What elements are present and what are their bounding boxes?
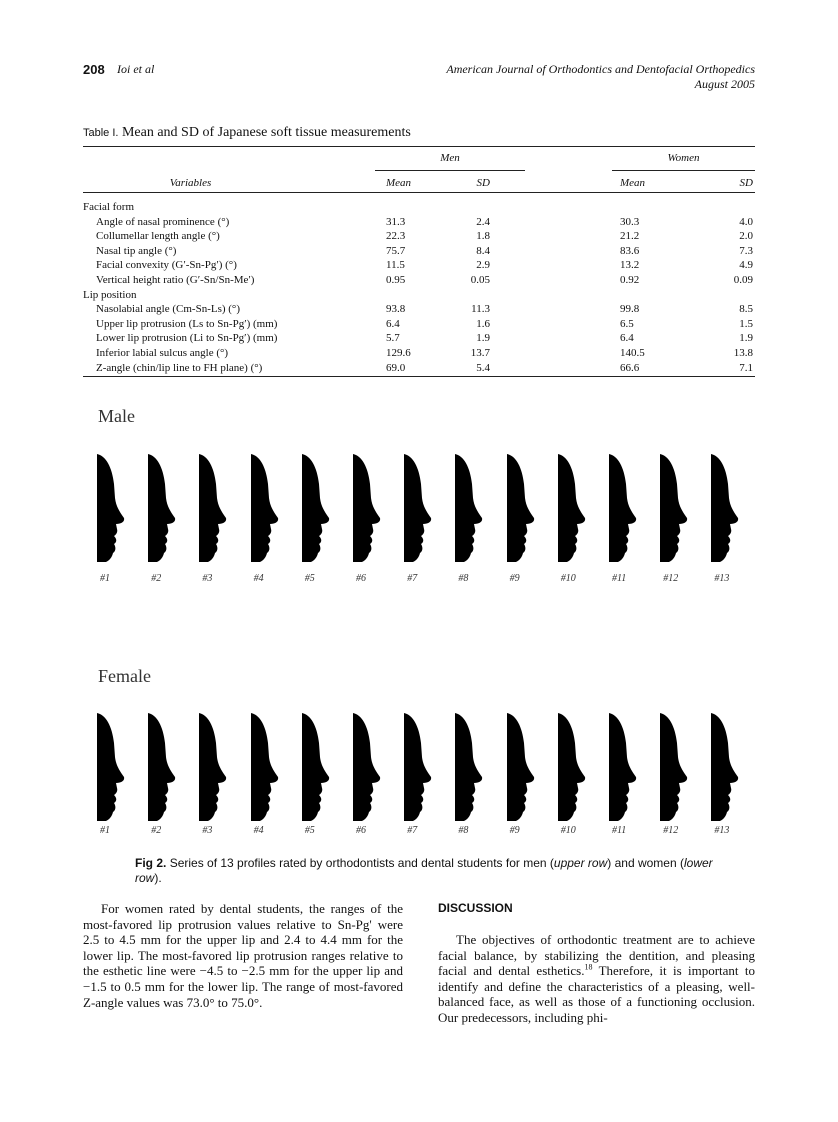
row-label: Angle of nasal prominence (°) — [96, 215, 230, 228]
men-mean-cell: 75.7 — [386, 244, 406, 257]
female-profile-label: #6 — [356, 825, 366, 836]
women-sd-cell: 7.1 — [739, 361, 753, 374]
male-profile-label: #13 — [714, 573, 730, 584]
men-rule — [375, 170, 525, 171]
page-number: 208 — [83, 62, 105, 77]
female-row-title: Female — [98, 666, 151, 686]
male-profile-label: #5 — [304, 573, 315, 584]
section-title: Facial form — [83, 201, 135, 213]
male-profile-label: #1 — [100, 573, 110, 584]
male-profile-label: #12 — [663, 573, 679, 584]
female-profile-silhouette — [659, 713, 691, 821]
female-profile-label: #7 — [407, 825, 418, 836]
men-sd-cell: 5.4 — [476, 361, 490, 374]
reference-superscript[interactable]: 18 — [584, 962, 593, 972]
women-mean-cell: 6.4 — [620, 332, 634, 345]
male-profile-label: #11 — [612, 573, 627, 584]
male-profile-silhouette — [403, 454, 435, 562]
female-profile-silhouette — [301, 713, 333, 821]
men-sd-cell: 1.6 — [476, 317, 490, 330]
running-authors: Ioi et al — [117, 62, 155, 76]
female-profile-label: #2 — [151, 825, 162, 836]
male-profile-label: #3 — [202, 573, 213, 584]
group-men-header: Men — [440, 152, 460, 164]
running-journal — [446, 62, 755, 92]
women-sd-header: SD — [739, 177, 753, 189]
women-mean-cell: 140.5 — [620, 347, 645, 359]
men-sd-cell: 1.8 — [476, 230, 490, 243]
journal-name: American Journal of Orthodontics and Dentofacial Orthopedics — [446, 62, 755, 76]
female-profile-label: #12 — [663, 825, 679, 836]
women-mean-cell: 30.3 — [620, 215, 640, 228]
variables-header: Variables — [169, 177, 212, 189]
men-sd-cell: 2.4 — [476, 215, 490, 228]
row-label: Facial convexity (G′-Sn-Pg′) (°) — [96, 259, 237, 272]
table-caption — [83, 125, 411, 141]
women-sd-cell: 7.3 — [739, 244, 753, 257]
women-sd-cell: 4.0 — [739, 215, 753, 228]
caption-upper: upper row — [553, 856, 608, 870]
men-mean-header: Mean — [386, 177, 412, 189]
male-profile-label: #10 — [560, 573, 576, 584]
female-profile-silhouette — [147, 713, 179, 821]
female-profile-silhouette — [710, 713, 742, 821]
row-label: Nasal tip angle (°) — [96, 244, 177, 257]
caption-text: Series of 13 profiles rated by orthodontists and dental students for men ( — [169, 856, 554, 870]
men-sd-cell: 11.3 — [471, 303, 490, 316]
men-mean-cell: 31.3 — [386, 215, 406, 228]
male-profile-label: #4 — [253, 573, 264, 584]
male-row-title: Male — [98, 406, 135, 426]
men-sd-cell: 8.4 — [476, 244, 490, 257]
men-sd-cell: 13.7 — [470, 347, 490, 359]
header-rule — [83, 192, 755, 193]
male-profile-silhouette — [301, 454, 333, 562]
male-profile-silhouette — [96, 454, 128, 562]
female-profile-silhouette — [198, 713, 230, 821]
women-mean-cell: 0.92 — [620, 274, 640, 286]
female-profile-silhouette — [96, 713, 128, 821]
male-profile-silhouette — [454, 454, 486, 562]
men-sd-header: SD — [476, 177, 490, 189]
female-profile-silhouette — [250, 713, 282, 821]
male-profile-silhouette — [557, 454, 589, 562]
women-sd-cell: 4.9 — [739, 259, 753, 272]
women-rule — [612, 170, 755, 171]
left-column-paragraph: For women rated by dental students, the ranges of the most-favored lip protrusion values relative to Sn-Pg' were 2.5 to 4.5 mm for the upper lip and 2.4 to 4.4 mm for the lower lip. The most-favored lip protrusion ranges relative to the esthetic line were −4.5 to −2.5 mm for the upper lip and −1.5 to 0.5 mm for the lower lip. The range of most-favored Z-angle values was 73.0° to 75.0°. — [83, 901, 403, 1010]
women-sd-cell: 8.5 — [739, 303, 753, 316]
female-profile-label: #1 — [100, 825, 110, 836]
figure-label: Fig 2. — [135, 856, 167, 870]
female-profile-label: #11 — [612, 825, 627, 836]
men-mean-cell: 0.95 — [386, 274, 406, 286]
row-label: Z-angle (chin/lip line to FH plane) (°) — [96, 361, 263, 374]
row-label: Vertical height ratio (G′-Sn/Sn-Me′) — [96, 274, 255, 286]
male-profile-silhouette — [506, 454, 538, 562]
women-mean-cell: 83.6 — [620, 244, 640, 257]
row-label: Inferior labial sulcus angle (°) — [96, 347, 229, 359]
paragraph-text-2: Therefore, it is important to identify and define the characteristics of a pleasing, well-balanced face, as well as those of a functioning occlusion. Our predecessors, including phi- — [438, 963, 755, 1025]
male-profile-silhouette — [352, 454, 384, 562]
men-sd-cell: 0.05 — [470, 274, 490, 286]
male-profile-silhouette — [198, 454, 230, 562]
female-profile-label: #3 — [202, 825, 213, 836]
women-sd-cell: 2.0 — [739, 230, 753, 243]
men-mean-cell: 93.8 — [386, 303, 406, 316]
discussion-heading: DISCUSSION — [438, 901, 513, 915]
female-profile-label: #10 — [560, 825, 576, 836]
men-mean-cell: 6.4 — [386, 317, 400, 330]
table-label: Table I. — [83, 127, 119, 139]
women-mean-cell: 21.2 — [620, 230, 640, 243]
male-profile-silhouette — [710, 454, 742, 562]
table-bottom-rule — [83, 376, 755, 377]
female-profile-silhouette — [454, 713, 486, 821]
female-profile-label: #13 — [714, 825, 730, 836]
female-profile-silhouette — [403, 713, 435, 821]
male-profile-label: #6 — [356, 573, 366, 584]
male-profile-silhouette — [250, 454, 282, 562]
male-profile-silhouette — [608, 454, 640, 562]
paragraph-text: The objectives of orthodontic treatment are to achieve facial balance, by stabilizing the dentition, and pleasing facial and dental esthetics. — [438, 932, 755, 979]
male-profile-label: #2 — [151, 573, 162, 584]
women-sd-cell: 1.5 — [739, 317, 753, 330]
caption-text-3: ). — [154, 871, 162, 885]
women-sd-cell: 13.8 — [733, 347, 753, 359]
women-mean-cell: 66.6 — [620, 361, 640, 374]
female-profile-silhouette — [506, 713, 538, 821]
row-label: Lower lip protrusion (Li to Sn-Pg′) (mm) — [96, 332, 278, 345]
female-profile-silhouette — [608, 713, 640, 821]
men-mean-cell: 129.6 — [386, 347, 411, 359]
group-women-header: Women — [667, 152, 700, 164]
female-profile-label: #8 — [458, 825, 469, 836]
male-profile-label: #7 — [407, 573, 418, 584]
men-mean-cell: 69.0 — [386, 361, 406, 374]
caption-text-2: ) and women ( — [607, 856, 684, 870]
issue-date: August 2005 — [694, 77, 755, 91]
women-mean-cell: 13.2 — [620, 259, 640, 272]
men-sd-cell: 2.9 — [476, 259, 490, 272]
male-profile-silhouette — [659, 454, 691, 562]
table-top-rule — [83, 146, 755, 147]
men-sd-cell: 1.9 — [476, 332, 490, 345]
men-mean-cell: 22.3 — [386, 230, 406, 243]
table-title: Mean and SD of Japanese soft tissue measurements — [121, 125, 411, 140]
men-mean-cell: 11.5 — [386, 259, 405, 272]
caption-lower: lower row — [135, 856, 713, 885]
women-mean-cell: 6.5 — [620, 317, 634, 330]
row-label: Upper lip protrusion (Ls to Sn-Pg′) (mm) — [96, 317, 278, 330]
figure-caption — [135, 856, 735, 886]
female-profile-silhouette — [557, 713, 589, 821]
female-profile-label: #5 — [304, 825, 315, 836]
right-column-paragraph — [438, 932, 755, 1026]
male-profile-silhouette — [147, 454, 179, 562]
section-title: Lip position — [83, 288, 137, 301]
female-profile-silhouette — [352, 713, 384, 821]
women-mean-header: Mean — [620, 177, 646, 189]
female-profile-label: #9 — [509, 825, 520, 836]
male-profile-label: #8 — [458, 573, 469, 584]
male-profile-label: #9 — [509, 573, 520, 584]
women-sd-cell: 1.9 — [739, 332, 753, 345]
female-profile-label: #4 — [253, 825, 264, 836]
women-sd-cell: 0.09 — [733, 274, 753, 286]
row-label: Nasolabial angle (Cm-Sn-Ls) (°) — [96, 303, 240, 316]
women-mean-cell: 99.8 — [620, 303, 640, 316]
row-label: Collumellar length angle (°) — [96, 230, 220, 243]
men-mean-cell: 5.7 — [386, 332, 400, 345]
